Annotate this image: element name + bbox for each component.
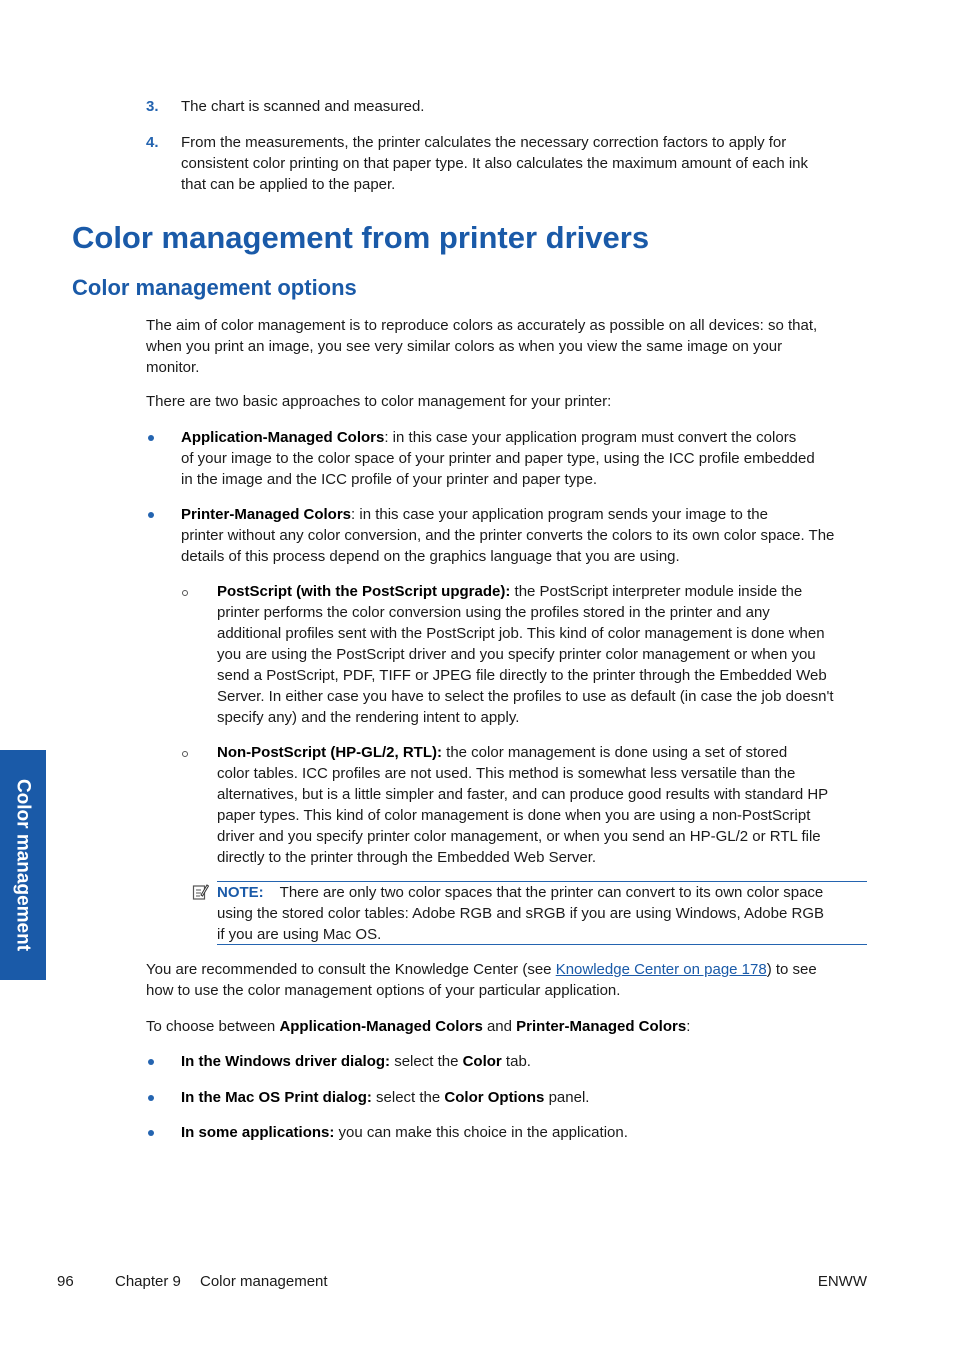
- sub-bullet-text: paper types. This kind of color management is done when you are using a non-PostScript: [217, 807, 811, 824]
- sub-bullet-icon: [182, 751, 188, 757]
- side-tab-label: Color management: [12, 778, 34, 952]
- bullet-text: of your image to the color space of your printer and paper type, using the ICC profile embedded: [181, 450, 815, 467]
- knowledge-center-link[interactable]: Knowledge Center on page 178: [555, 961, 767, 978]
- bullet-text: : in this case your application program sends your image to the: [351, 506, 768, 523]
- note-bottom-rule: [217, 944, 867, 945]
- footer-chapter-title: Color management: [200, 1273, 328, 1290]
- term-non-postscript: Non-PostScript (HP-GL/2, RTL):: [217, 744, 442, 761]
- footer-right: ENWW: [817, 1273, 867, 1290]
- sub-bullet-text: directly to the printer through the Embedded Web Server.: [217, 849, 597, 866]
- choice-label: In some applications:: [181, 1124, 335, 1141]
- sub-bullet-text: send a PostScript, PDF, TIFF or JPEG file directly to the printer through the Embedded Web: [217, 667, 827, 684]
- sub-bullet-text: the color management is done using a set of stored: [442, 744, 788, 761]
- step-3-text: The chart is scanned and measured.: [181, 98, 425, 115]
- page-title: Color management from printer drivers: [72, 220, 650, 255]
- bullet-icon: [148, 435, 154, 441]
- intro-line: monitor.: [146, 359, 200, 376]
- bullet-printer-managed: [181, 504, 834, 567]
- sub-bullet-text: specify any) and the rendering intent to apply.: [217, 709, 520, 726]
- choice-text: select the: [390, 1053, 463, 1070]
- choice-windows: [181, 1051, 531, 1072]
- intro-paragraph: [146, 315, 817, 378]
- page-number: 96: [57, 1273, 74, 1290]
- bullet-text: printer without any color conversion, and the printer converts the colors to its own color space. The: [181, 527, 835, 544]
- note-text: if you are using Mac OS.: [217, 926, 382, 943]
- choose-text: :: [686, 1018, 691, 1035]
- step-4-line: From the measurements, the printer calculates the necessary correction factors to apply for: [181, 134, 787, 151]
- sub-bullet-icon: [182, 590, 188, 596]
- choice-label: In the Windows driver dialog:: [181, 1053, 391, 1070]
- sub-bullet-text: alternatives, but is a little simpler and faster, and can produce good results with standard HP: [217, 786, 829, 803]
- step-4-line: that can be applied to the paper.: [181, 176, 396, 193]
- intro-line: when you print an image, you see very similar colors as when you view the same image on your: [146, 338, 783, 355]
- choose-paragraph: [146, 1016, 690, 1037]
- choice-text: you can make this choice in the application.: [334, 1124, 628, 1141]
- term-printer-managed: Printer-Managed Colors: [181, 506, 352, 523]
- step-4-text: [181, 132, 808, 195]
- bullet-text: : in this case your application program must convert the colors: [384, 429, 797, 446]
- choice-text: select the: [371, 1089, 445, 1106]
- step-3-number: 3.: [146, 98, 159, 115]
- recommend-text: how to use the color management options of your particular application.: [146, 982, 621, 999]
- choice-text: panel.: [544, 1089, 590, 1106]
- sub-bullet-text: printer performs the color conversion using the profiles stored in the printer and any: [217, 604, 770, 621]
- bullet-text: in the image and the ICC profile of your printer and paper type.: [181, 471, 598, 488]
- note-text: There are only two color spaces that the printer can convert to its own color space: [279, 884, 824, 901]
- note-box: [217, 882, 867, 945]
- choice-text: tab.: [501, 1053, 531, 1070]
- bullet-icon: [148, 1059, 154, 1065]
- sub-bullet-text: additional profiles sent with the PostScript job. This kind of color management is done when: [217, 625, 825, 642]
- choose-text: To choose between: [146, 1018, 280, 1035]
- term-printer-managed: Printer-Managed Colors: [516, 1018, 687, 1035]
- bullet-icon: [148, 1130, 154, 1136]
- sub-bullet-text: Server. In either case you have to select the profiles to use as default (in case the job doesn't: [217, 688, 834, 705]
- bullet-text: details of this process depend on the graphics language that you are using.: [181, 548, 680, 565]
- choose-text: and: [482, 1018, 517, 1035]
- term-application-managed: Application-Managed Colors: [181, 429, 385, 446]
- chapter-side-tab: [0, 750, 46, 980]
- note-label: NOTE:: [217, 884, 264, 901]
- step-4-line: consistent color printing on that paper type. It also calculates the maximum amount of each ink: [181, 155, 808, 172]
- intro-line: The aim of color management is to reproduce colors as accurately as possible on all devices: so that,: [146, 317, 818, 334]
- step-4-number: 4.: [146, 134, 159, 151]
- recommend-text: You are recommended to consult the Knowledge Center (see: [146, 961, 556, 978]
- note-pencil-icon: [192, 883, 209, 901]
- term-postscript: PostScript (with the PostScript upgrade):: [217, 583, 511, 600]
- sub-bullet-text: color tables. ICC profiles are not used. This method is somewhat less versatile than the: [217, 765, 796, 782]
- choice-applications: [181, 1122, 628, 1143]
- bullet-icon: [148, 1095, 154, 1101]
- choice-term: Color Options: [444, 1089, 545, 1106]
- sub-bullet-text: the PostScript interpreter module inside the: [510, 583, 803, 600]
- recommend-text: ) to see: [766, 961, 817, 978]
- sub-bullet-text: driver and you specify printer color management, or when you send an HP-GL/2 or RTL file: [217, 828, 821, 845]
- approaches-intro: There are two basic approaches to color management for your printer:: [146, 393, 612, 410]
- sub-bullet-postscript: [217, 581, 834, 728]
- note-text: using the stored color tables: Adobe RGB and sRGB if you are using Windows, Adobe RGB: [217, 905, 824, 922]
- footer-chapter: Chapter 9: [115, 1273, 181, 1290]
- term-application-managed: Application-Managed Colors: [279, 1018, 483, 1035]
- bullet-application-managed: [181, 427, 815, 490]
- sub-bullet-text: you are using the PostScript driver and you specify printer color management or when you: [217, 646, 816, 663]
- sub-bullet-non-postscript: [217, 742, 828, 868]
- bullet-icon: [148, 512, 154, 518]
- recommend-paragraph: [146, 959, 817, 1001]
- choice-term: Color: [462, 1053, 502, 1070]
- section-title: Color management options: [72, 275, 357, 300]
- choice-label: In the Mac OS Print dialog:: [181, 1089, 372, 1106]
- choice-mac: [181, 1087, 589, 1108]
